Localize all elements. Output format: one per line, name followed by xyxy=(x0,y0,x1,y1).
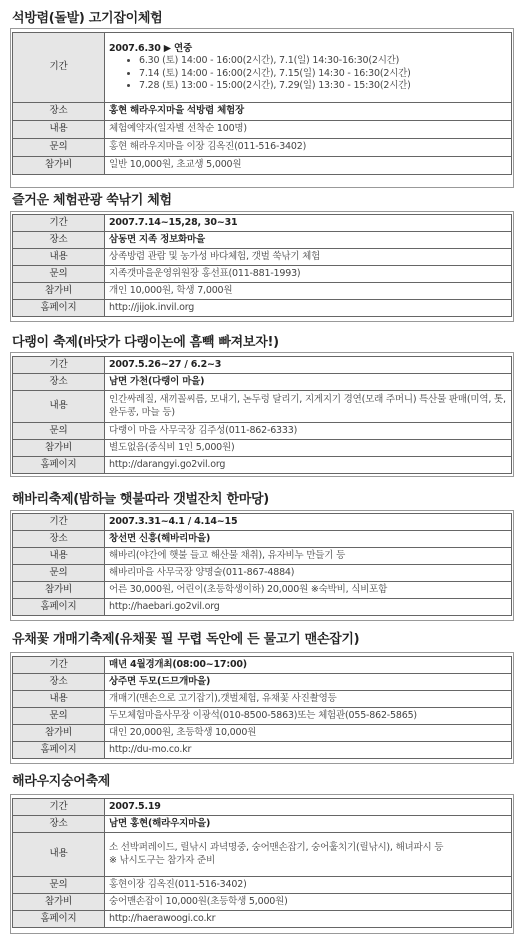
info-table xyxy=(12,798,512,928)
row-label: 참가비 xyxy=(13,157,105,175)
row-label: 참가비 xyxy=(13,894,105,911)
row-value: 2007.3.31~4.1 / 4.14~15 xyxy=(109,515,238,527)
table-row xyxy=(13,157,512,175)
row-label: 홈페이지 xyxy=(13,911,105,928)
row-label: 문의 xyxy=(13,139,105,157)
content-text: 소 선박퍼레이드, 릴낚시 과녁명중, 숭어맨손잡기, 숭어훌치기(릴낚시), 해녀파시 등 xyxy=(109,842,444,854)
row-label: 참가비 xyxy=(13,725,105,742)
row-value: 체험예약자(일자별 선착순 100명) xyxy=(105,121,512,139)
row-label: 문의 xyxy=(13,565,105,582)
row-value: 홍현 해라우지마을 석방렴 체험장 xyxy=(109,105,245,117)
list-item: • 6.30 (토) 14:00 - 16:00(2시간), 7.1(일) 14:30-16:30(2시간) xyxy=(139,55,507,67)
row-label: 장소 xyxy=(13,816,105,833)
row-label: 장소 xyxy=(13,674,105,691)
row-label: 내용 xyxy=(13,249,105,266)
row-label: 홈페이지 xyxy=(13,300,105,317)
row-value xyxy=(105,33,512,103)
section-title: 다랭이 축제(바닷가 다랭이논에 흠빽 빠져보자!) xyxy=(12,335,279,350)
row-label: 참가비 xyxy=(13,582,105,599)
row-value: 남면 가천(다랭이 마을) xyxy=(109,375,205,387)
table-row xyxy=(13,33,512,103)
row-value: 지족갯마을운영위원장 홍선표(011-881-1993) xyxy=(105,266,512,283)
period-heading: 2007.6.30 ▶ 연중 xyxy=(109,42,192,54)
table-row xyxy=(13,103,512,121)
row-label: 문의 xyxy=(13,877,105,894)
homepage-link[interactable]: http://haerawoogi.co.kr xyxy=(105,911,512,928)
row-value: 별도없음(중식비 1인 5,000원) xyxy=(105,440,512,457)
list-item: • 7.28 (토) 13:00 - 15:00(2시간), 7.29(일) 13:30 - 15:30(2시간) xyxy=(139,80,507,92)
row-value: 홍현이장 김옥진(011-516-3402) xyxy=(105,877,512,894)
row-value: 2007.5.19 xyxy=(109,800,161,812)
row-label: 기간 xyxy=(13,33,105,103)
row-label: 내용 xyxy=(13,391,105,423)
row-label: 문의 xyxy=(13,266,105,283)
row-label: 기간 xyxy=(13,215,105,232)
info-table xyxy=(12,32,512,175)
row-label: 홈페이지 xyxy=(13,742,105,759)
row-value: 인간싸레질, 새끼꼴씨름, 모내기, 논두렁 달리기, 지게지기 경연(모래 주머니) 특산물 판매(미역, 톳, 완두콩, 마늘 등) xyxy=(105,391,512,423)
schedule-list xyxy=(109,55,507,92)
row-value: 두모체험마을사무장 이광석(010-8500-5863)또는 체험관(055-862-5865) xyxy=(105,708,512,725)
section-title: 즐거운 체험관광 쑥낚기 체험 xyxy=(12,193,172,208)
row-label: 내용 xyxy=(13,548,105,565)
row-value: 매년 4월경개최(08:00~17:00) xyxy=(109,658,247,670)
section-title: 해바리축제(밤하늘 햇불따라 갯벌잔치 한마당) xyxy=(12,492,269,507)
row-value: 2007.7.14~15,28, 30~31 xyxy=(109,216,238,228)
list-item: • 7.14 (토) 14:00 - 16:00(2시간), 7.15(일) 14:30 - 16:30(2시간) xyxy=(139,68,507,80)
row-label: 기간 xyxy=(13,657,105,674)
row-value: 어른 30,000원, 어린이(초등학생이하) 20,000원 ※숙박비, 식비포함 xyxy=(105,582,512,599)
row-value: 숭어맨손잡이 10,000원(초등학생 5,000원) xyxy=(105,894,512,911)
row-label: 기간 xyxy=(13,514,105,531)
section-title: 석방렴(돌발) 고기잡이체험 xyxy=(12,11,163,26)
row-label: 홈페이지 xyxy=(13,457,105,474)
row-value: 개매기(맨손으로 고기잡기),갯벌체험, 유채꽃 사진촬영등 xyxy=(105,691,512,708)
row-value: 다랭이 마을 사무국장 김주성(011-862-6333) xyxy=(105,423,512,440)
row-label: 내용 xyxy=(13,691,105,708)
row-label: 기간 xyxy=(13,357,105,374)
homepage-link[interactable]: http://darangyi.go2vil.org xyxy=(105,457,512,474)
row-label: 참가비 xyxy=(13,283,105,300)
row-label: 내용 xyxy=(13,121,105,139)
row-value: 홍현 해라우지마을 이장 김옥진(011-516-3402) xyxy=(105,139,512,157)
row-label: 장소 xyxy=(13,103,105,121)
row-label: 문의 xyxy=(13,423,105,440)
row-label: 장소 xyxy=(13,531,105,548)
row-value: 해바리(야간에 햇불 들고 해산물 채취), 유자비누 만들기 등 xyxy=(105,548,512,565)
row-label: 장소 xyxy=(13,232,105,249)
row-value: 남면 홍현(해라우지마을) xyxy=(109,817,211,829)
row-label: 문의 xyxy=(13,708,105,725)
info-table xyxy=(12,356,512,474)
row-label: 장소 xyxy=(13,374,105,391)
row-label: 기간 xyxy=(13,799,105,816)
table-row xyxy=(13,139,512,157)
row-value: 개인 10,000원, 학생 7,000원 xyxy=(105,283,512,300)
section-title: 해라우지숭어축제 xyxy=(12,774,111,789)
table-row xyxy=(13,121,512,139)
row-value: 삼동면 지족 정보화마을 xyxy=(109,233,205,245)
row-value: 상족방렴 관람 및 농가성 바다체험, 갯벌 쑥낚기 체험 xyxy=(105,249,512,266)
row-value: 해바리마을 사무국장 양명술(011-867-4884) xyxy=(105,565,512,582)
row-value xyxy=(105,833,512,877)
info-table xyxy=(12,656,512,759)
info-table xyxy=(12,513,512,616)
content-note: ※ 낚시도구는 참가자 준비 xyxy=(109,854,215,866)
homepage-link[interactable]: http://jijok.invil.org xyxy=(105,300,512,317)
section-title: 유채꽃 개매기축제(유채꽃 필 무렵 독안에 든 물고기 맨손잡기) xyxy=(12,632,360,647)
row-value: 창선면 신흥(해바리마을) xyxy=(109,532,211,544)
homepage-link[interactable]: http://haebari.go2vil.org xyxy=(105,599,512,616)
row-value: 일반 10,000원, 초교생 5,000원 xyxy=(105,157,512,175)
info-table xyxy=(12,214,512,317)
homepage-link[interactable]: http://du-mo.co.kr xyxy=(105,742,512,759)
row-label: 참가비 xyxy=(13,440,105,457)
row-value: 2007.5.26~27 / 6.2~3 xyxy=(109,358,222,370)
row-value: 상주면 두모(드므개마을) xyxy=(109,675,211,687)
row-label: 홈페이지 xyxy=(13,599,105,616)
row-label: 내용 xyxy=(13,833,105,877)
row-value: 대인 20,000원, 초등학생 10,000원 xyxy=(105,725,512,742)
